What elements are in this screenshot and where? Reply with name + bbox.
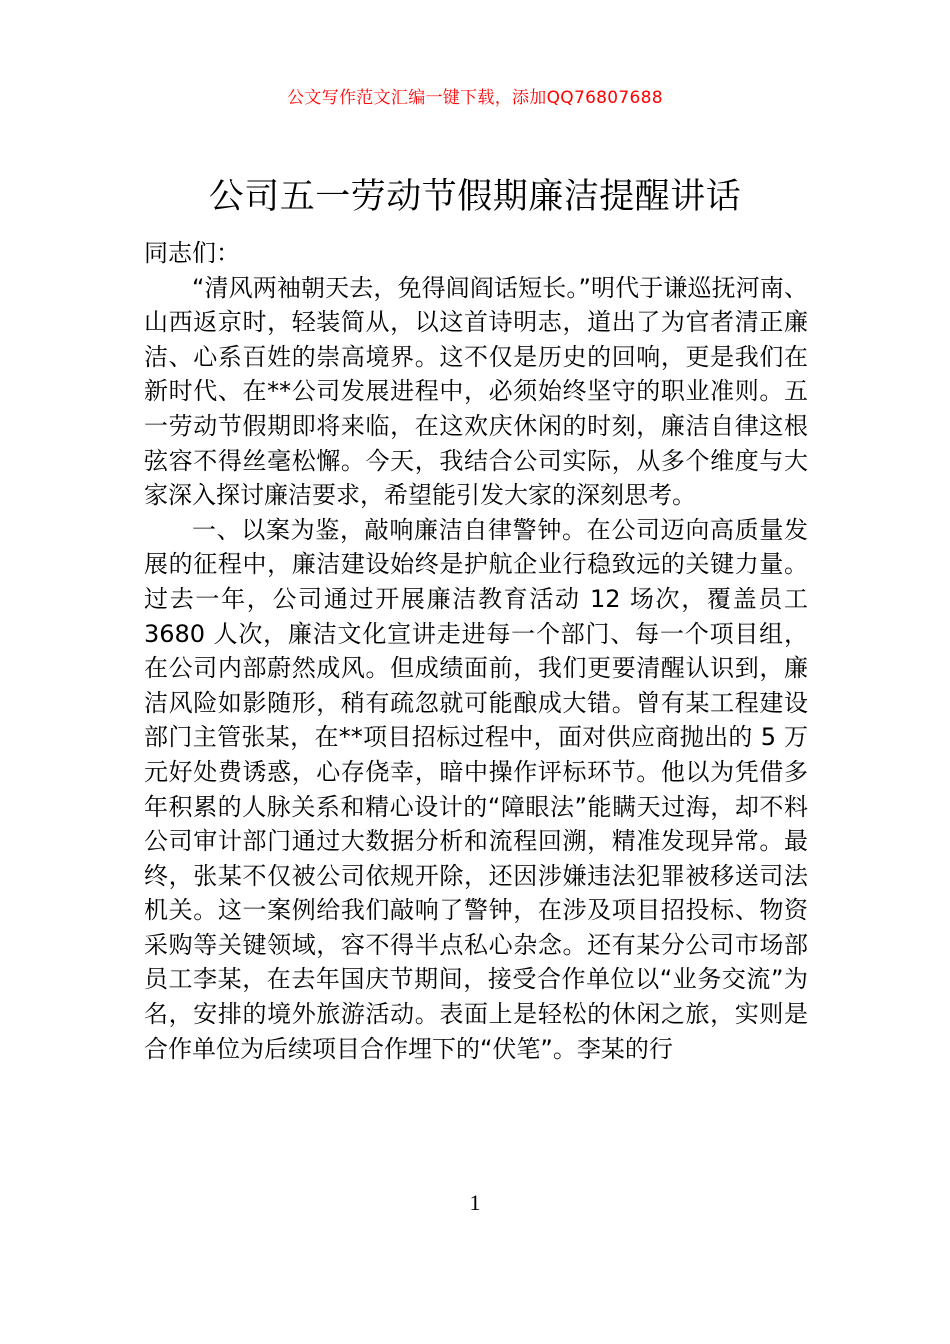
- document-body: [144, 236, 808, 1066]
- paragraph-intro: “清风两袖朝天去，免得闾阎话短长。”明代于谦巡抚河南、山西返京时，轻装简从，以这首诗明志，道出了为官者清正廉洁、心系百姓的崇高境界。这不仅是历史的回响，更是我们在新时代、在**公司发展进程中，必须始终坚守的职业准则。五一劳动节假期即将来临，在这欢庆休闲的时刻，廉洁自律这根弦容不得丝毫松懈。今天，我结合公司实际，从多个维度与大家深入探讨廉洁要求，希望能引发大家的深刻思考。: [144, 273, 808, 510]
- page-number: 1: [469, 1190, 481, 1215]
- download-banner: 公文写作范文汇编一键下载，添加QQ76807688: [287, 88, 663, 108]
- document-title: 公司五一劳动节假期廉洁提醒讲话: [208, 177, 742, 217]
- paragraph-section-one: 一、以案为鉴，敲响廉洁自律警钟。在公司迈向高质量发展的征程中，廉洁建设始终是护航企业行稳致远的关键力量。过去一年，公司通过开展廉洁教育活动 12 场次，覆盖员工 3680 人次，廉洁文化宣讲走进每一个部门、每一个项目组，在公司内部蔚然成风。但成绩面前，我们更要清醒认识到，廉洁风险如影随形，稍有疏忽就可能酿成大错。曾有某工程建设部门主管张某，在**项目招标过程中，面对供应商抛出的 5 万元好处费诱惑，心存侥幸，暗中操作评标环节。他以为凭借多年积累的人脉关系和精心设计的“障眼法”能瞒天过海，却不料公司审计部门通过大数据分析和流程回溯，精准发现异常。最终，张某不仅被公司依规开除，还因涉嫌违法犯罪被移送司法机关。这一案例给我们敲响了警钟，在涉及项目招投标、物资采购等关键领域，容不得半点私心杂念。还有某分公司市场部员工李某，在去年国庆节期间，接受合作单位以“业务交流”为名，安排的境外旅游活动。表面上是轻松的休闲之旅，实则是合作单位为后续项目合作埋下的“伏笔”。李某的行: [144, 515, 808, 1063]
- salutation: 同志们：: [144, 239, 240, 267]
